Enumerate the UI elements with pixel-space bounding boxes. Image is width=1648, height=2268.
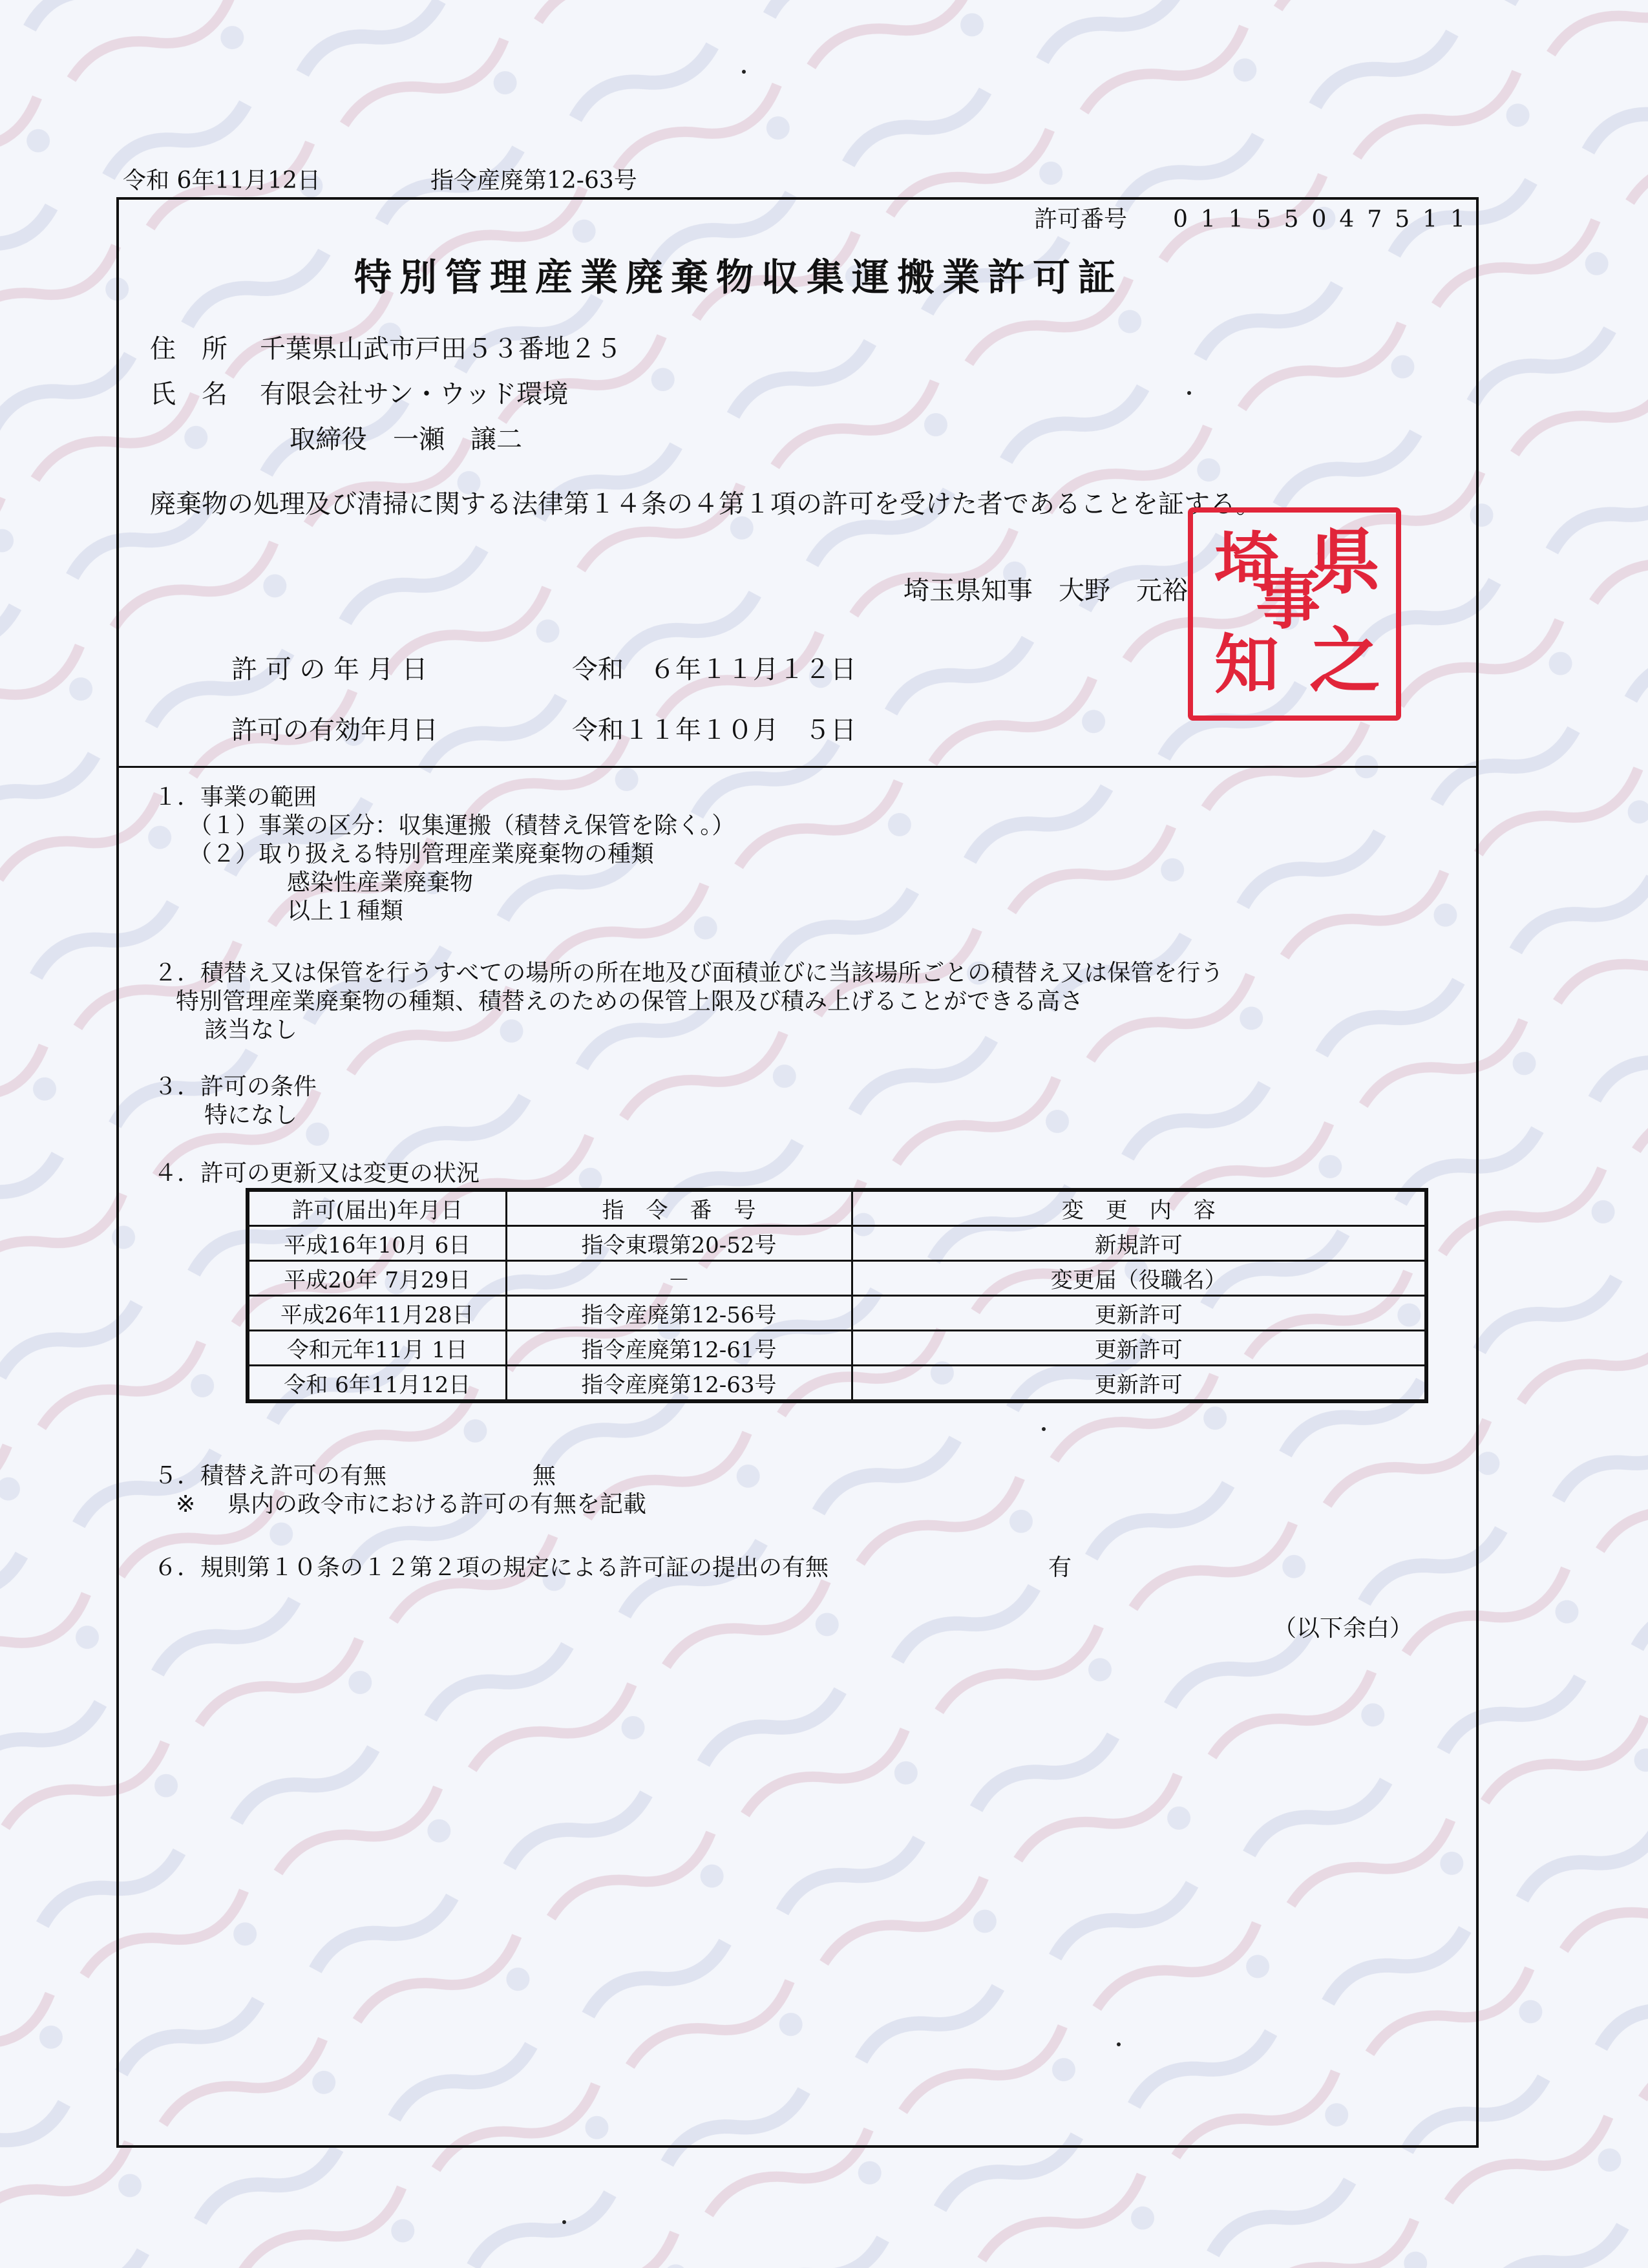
speck (562, 2220, 566, 2224)
issue-date: 令和 6年11月12日 (123, 167, 321, 194)
waste-type: 感染性産業廃棄物 (287, 869, 474, 896)
closing-remark: （以下余白） (1273, 1615, 1413, 1642)
table-cell: 新規許可 (852, 1226, 1426, 1261)
certification-text: 廃棄物の処理及び清掃に関する法律第１４条の４第１項の許可を受けた者であることを証する。 (150, 489, 1262, 519)
address-label: 住 所 (150, 334, 227, 364)
history-table (246, 1188, 1428, 1403)
table-cell: 変更届（役職名） (852, 1261, 1426, 1296)
section5-note-mark: ※ (176, 1491, 196, 1518)
table-cell: 平成26年11月28日 (248, 1296, 506, 1331)
permit-number: 01155047511 (1173, 206, 1478, 233)
table-cell: 指令東環第20-52号 (506, 1226, 852, 1261)
section1-item1: （１）事業の区分：収集運搬（積替え保管を除く。） (189, 812, 735, 839)
waste-count: 以上１種類 (287, 898, 404, 924)
column-header: 指 令 番 号 (506, 1190, 852, 1226)
valid-date-value: 令和１１年１０月 ５日 (572, 715, 856, 745)
document-title: 特別管理産業廃棄物収集運搬業許可証 (354, 255, 1124, 299)
official-seal: 県 之 事 埼 知 (1188, 507, 1401, 721)
section1-item2: （２）取り扱える特別管理産業廃棄物の種類 (189, 841, 655, 867)
section-divider (116, 766, 1479, 768)
table-row (248, 1261, 1426, 1296)
permit-number-label: 許可番号 (1034, 206, 1128, 233)
table-cell: － (506, 1261, 852, 1296)
table-cell: 指令産廃第12-61号 (506, 1331, 852, 1366)
table-cell: 令和 6年11月12日 (248, 1366, 506, 1402)
section2-heading: ２．積替え又は保管を行うすべての場所の所在地及び面積並びに当該場所ごとの積替え又は保管を行う (154, 960, 1224, 986)
section3-heading: ３．許可の条件 (154, 1074, 317, 1100)
directive-number: 指令産廃第12-63号 (430, 167, 637, 194)
section5-value: 無 (533, 1463, 556, 1489)
table-cell: 指令産廃第12-56号 (506, 1296, 852, 1331)
address-value: 千葉県山武市戸田５３番地２５ (260, 334, 622, 364)
granted-date-value: 令和 ６年１１月１２日 (572, 655, 856, 684)
section1-heading: １．事業の範囲 (154, 784, 317, 811)
section5-note: 県内の政令市における許可の有無を記載 (227, 1491, 647, 1518)
table-cell: 平成20年 7月29日 (248, 1261, 506, 1296)
table-cell: 指令産廃第12-63号 (506, 1366, 852, 1402)
table-row (248, 1296, 1426, 1331)
section5-heading: ５．積替え許可の有無 (154, 1463, 387, 1489)
name-label: 氏 名 (150, 379, 227, 409)
table-row (248, 1366, 1426, 1402)
representative: 取締役 一瀬 譲二 (290, 425, 522, 454)
section3-value: 特になし (204, 1102, 298, 1129)
table-cell: 平成16年10月 6日 (248, 1226, 506, 1261)
column-header: 許可(届出)年月日 (248, 1190, 506, 1226)
column-header: 変 更 内 容 (852, 1190, 1426, 1226)
section6-value: 有 (1048, 1554, 1072, 1581)
table-cell: 更新許可 (852, 1296, 1426, 1331)
table-row (248, 1226, 1426, 1261)
section2-heading-cont: 特別管理産業廃棄物の種類、積替えのための保管上限及び積み上げることができる高さ (176, 988, 1084, 1015)
table-cell: 更新許可 (852, 1366, 1426, 1402)
section4-heading: ４．許可の更新又は変更の状況 (154, 1160, 480, 1187)
table-cell: 令和元年11月 1日 (248, 1331, 506, 1366)
company-name: 有限会社サン・ウッド環境 (260, 379, 569, 409)
signer: 埼玉県知事 大野 元裕 (903, 576, 1188, 606)
speck (742, 70, 746, 74)
granted-date-label: 許 可 の 年 月 日 (231, 655, 428, 684)
table-row (248, 1331, 1426, 1366)
table-cell: 更新許可 (852, 1331, 1426, 1366)
table-header-row (248, 1190, 1426, 1226)
valid-date-label: 許可の有効年月日 (231, 715, 438, 745)
section6-heading: ６．規則第１０条の１２第２項の規定による許可証の提出の有無 (154, 1554, 829, 1581)
section2-value: 該当なし (204, 1017, 298, 1043)
